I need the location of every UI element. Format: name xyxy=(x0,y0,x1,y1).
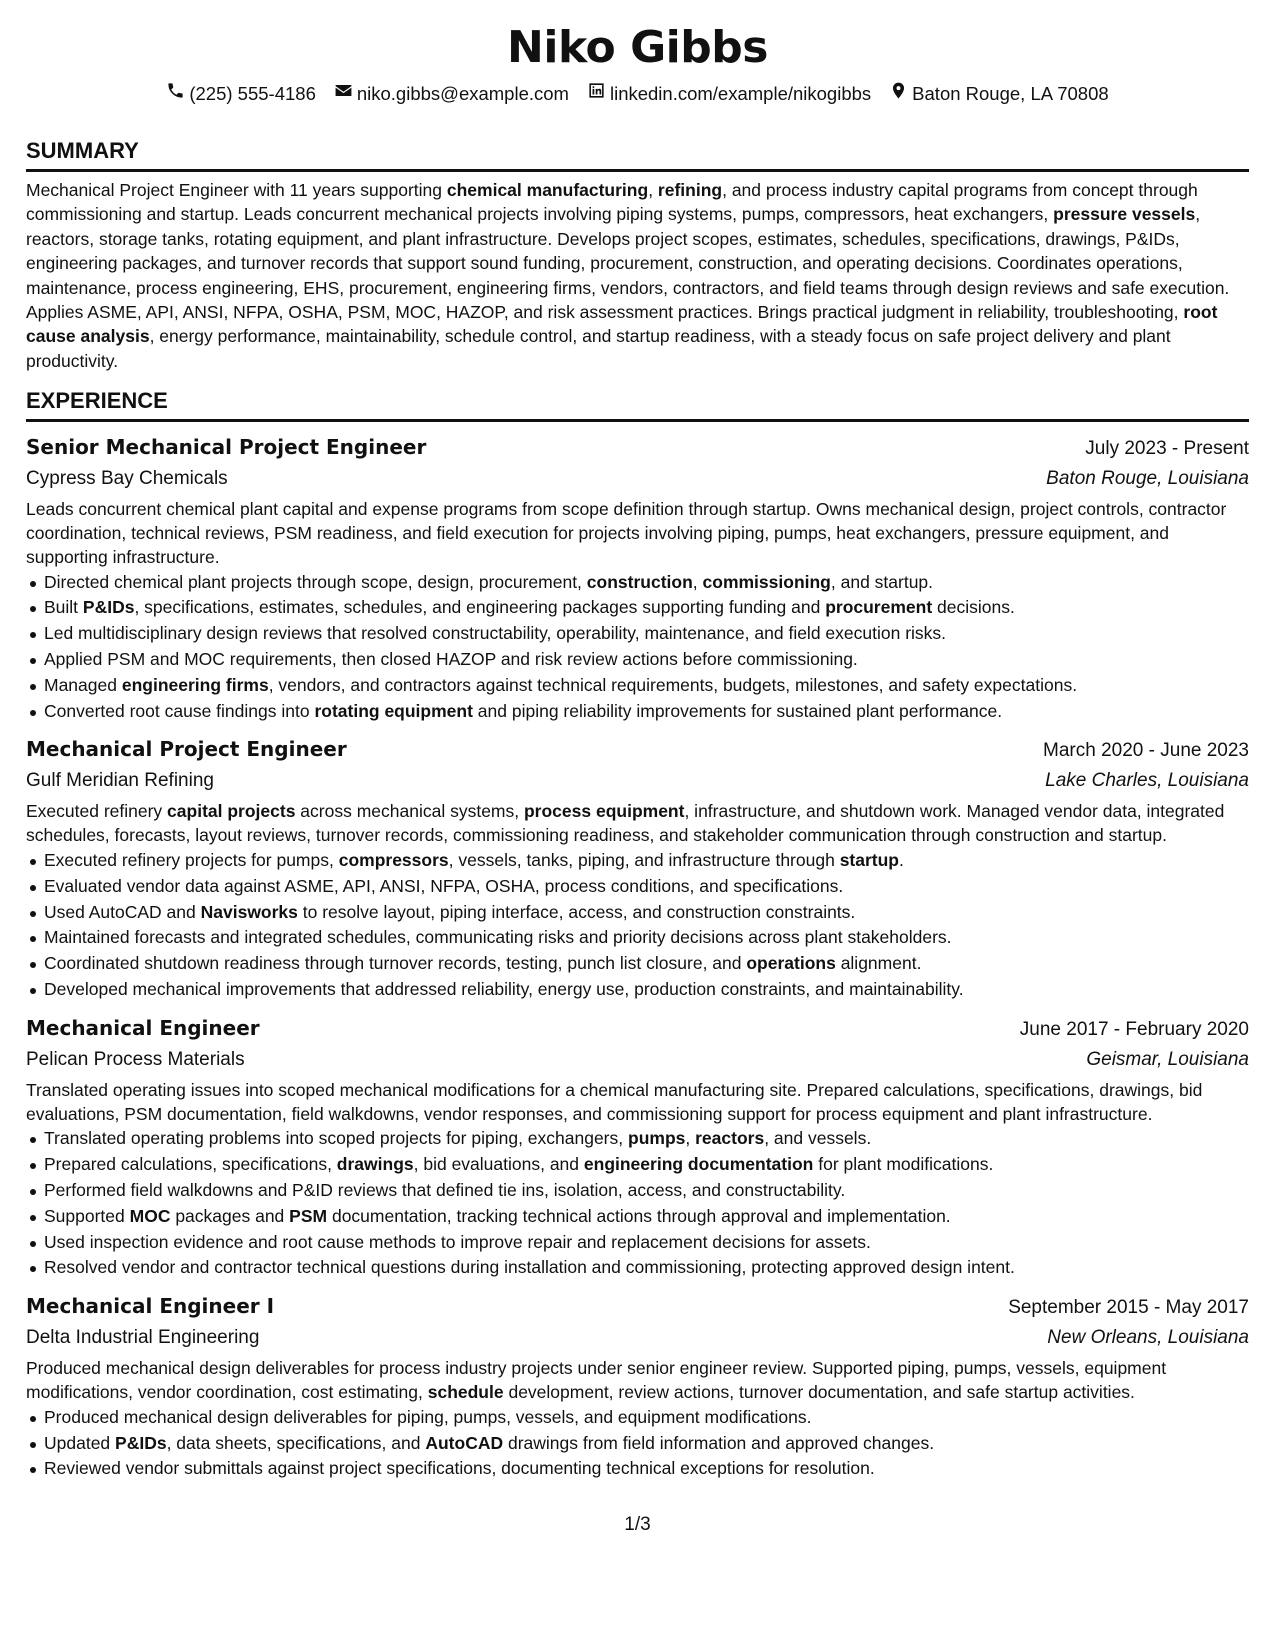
job-header xyxy=(26,734,1249,766)
text-run: . xyxy=(899,850,904,871)
text-run: Translated operating issues into scoped mechanical modifications for a chemical manufacturing site. Prepared calculations, specifications, drawings, bid evaluations, PSM documentation, field walkdowns, vendor responses, and commissioning support for process equipment and plant infrastructure. xyxy=(26,1079,1203,1124)
location-icon xyxy=(889,81,908,106)
job-bullet xyxy=(26,570,1249,596)
job-title: Mechanical Engineer I xyxy=(26,1294,275,1319)
text-run: packages and xyxy=(170,1205,290,1226)
job-bullets xyxy=(26,570,1249,725)
text-run: Led multidisciplinary design reviews that resolved constructability, operability, maintenance, and field execution risks. xyxy=(44,623,947,644)
phone-icon xyxy=(166,81,185,106)
job-bullet xyxy=(26,925,1249,951)
job-bullet xyxy=(26,647,1249,673)
bold-keyword: refining xyxy=(657,180,723,200)
job-bullet xyxy=(26,621,1249,647)
bold-keyword: startup xyxy=(839,850,899,871)
text-run: Mechanical Project Engineer with 11 years supporting xyxy=(26,180,447,200)
job-location: Lake Charles, Louisiana xyxy=(1045,770,1249,792)
text-run: Coordinated shutdown readiness through turnover records, testing, punch list closure, and xyxy=(44,953,747,974)
job-dates: June 2017 - February 2020 xyxy=(1019,1018,1249,1040)
text-run: , energy performance, maintainability, schedule control, and startup readiness, with a steady focus on safe project delivery and plant productivity. xyxy=(26,326,1171,371)
job-bullet xyxy=(26,1456,1249,1482)
bold-keyword: pressure vessels xyxy=(1053,204,1196,225)
job-bullets xyxy=(26,848,1249,1003)
experience-heading: EXPERIENCE xyxy=(26,387,1249,422)
linkedin-icon xyxy=(587,81,606,106)
job-bullet xyxy=(26,874,1249,900)
text-run: Maintained forecasts and integrated schedules, communicating risks and priority decisions across plant stakeholders. xyxy=(44,927,952,948)
text-run: , infrastructure, and shutdown work. Managed vendor data, integrated schedules, forecasts, layout reviews, turnover records, commissioning readiness, and stakeholder communication through construction and startup. xyxy=(26,801,1225,846)
job-company: Gulf Meridian Refining xyxy=(26,770,214,792)
text-run: Evaluated vendor data against ASME, API, ANSI, NFPA, OSHA, process conditions, and specifications. xyxy=(44,875,844,896)
job-subheader xyxy=(26,1045,1249,1075)
email-text[interactable]: niko.gibbs@example.com xyxy=(356,82,569,104)
contact-location xyxy=(889,81,1108,106)
text-run: Prepared calculations, specifications, xyxy=(44,1154,337,1175)
job-subheader xyxy=(26,1323,1249,1353)
text-run: , xyxy=(685,1128,696,1149)
job-company: Cypress Bay Chemicals xyxy=(26,468,228,490)
text-run: decisions. xyxy=(932,597,1015,618)
contact-bar xyxy=(26,81,1249,106)
page-number: 1/3 xyxy=(624,1514,651,1535)
bold-keyword: AutoCAD xyxy=(425,1432,504,1453)
text-run: documentation, tracking technical actions through approval and implementation. xyxy=(327,1205,951,1226)
text-run: Executed refinery xyxy=(26,801,168,822)
text-run: Produced mechanical design deliverables for process industry projects under senior engineer review. Supported piping, pumps, vessels, equipment modifications, vendor coordination, cost estimating, xyxy=(26,1358,1167,1402)
bold-keyword: root cause analysis xyxy=(26,302,1218,347)
job-entry xyxy=(26,1291,1249,1482)
contact-email xyxy=(334,81,569,106)
resume-page xyxy=(26,0,1249,1482)
bold-keyword: drawings xyxy=(336,1154,414,1175)
text-run: , xyxy=(648,180,658,200)
bold-keyword: P&IDs xyxy=(82,597,135,618)
bold-keyword: compressors xyxy=(338,850,449,871)
bold-keyword: commissioning xyxy=(702,571,831,592)
job-header xyxy=(26,1291,1249,1323)
job-bullet xyxy=(26,951,1249,977)
text-run: Updated xyxy=(44,1432,116,1453)
text-run: , and startup. xyxy=(830,571,934,592)
text-run: , and vessels. xyxy=(764,1128,872,1149)
bold-keyword: engineering documentation xyxy=(583,1154,814,1175)
text-run: development, review actions, turnover documentation, and safe startup activities. xyxy=(503,1381,1135,1402)
job-location: New Orleans, Louisiana xyxy=(1047,1327,1249,1349)
job-bullet xyxy=(26,699,1249,725)
job-bullet xyxy=(26,1152,1249,1178)
bold-keyword: pumps xyxy=(628,1128,686,1149)
job-subheader xyxy=(26,766,1249,796)
bold-keyword: Navisworks xyxy=(200,901,298,922)
bold-keyword: procurement xyxy=(825,597,933,618)
job-bullet xyxy=(26,1178,1249,1204)
linkedin-text[interactable]: linkedin.com/example/nikogibbs xyxy=(609,82,872,104)
text-run: , data sheets, specifications, and xyxy=(166,1432,426,1453)
text-run: , reactors, storage tanks, rotating equipment, and plant infrastructure. Develops project scopes, estimates, schedules, specifications, drawings, P&IDs, engineering packages, and turnover records that support sound funding, procurement, construction, and operating decisions. Coordinates operations, maintenance, process engineering, EHS, procurement, engineering firms, vendors, contractors, and field teams through design reviews and safe execution. Applies ASME, API, ANSI, NFPA, OSHA, PSM, MOC, HAZOP, and risk assessment practices. Brings practical judgment in reliability, troubleshooting, xyxy=(26,204,1230,323)
text-run: Developed mechanical improvements that addressed reliability, energy use, production constraints, and maintainability. xyxy=(44,979,964,999)
text-run: Applied PSM and MOC requirements, then closed HAZOP and risk review actions before commissioning. xyxy=(44,649,858,670)
contact-linkedin xyxy=(587,81,871,106)
bold-keyword: capital projects xyxy=(167,801,296,822)
job-bullet xyxy=(26,1126,1249,1152)
bold-keyword: PSM xyxy=(289,1205,328,1226)
job-bullets xyxy=(26,1405,1249,1482)
text-run: Used AutoCAD and xyxy=(44,901,201,922)
text-run: Reviewed vendor submittals against project specifications, documenting technical exceptions for resolution. xyxy=(44,1458,875,1479)
text-run: for plant modifications. xyxy=(813,1154,994,1175)
job-description xyxy=(26,800,1249,848)
job-description xyxy=(26,1079,1249,1127)
job-entry xyxy=(26,432,1249,724)
text-run: Produced mechanical design deliverables for piping, pumps, vessels, and equipment modifications. xyxy=(44,1406,812,1427)
text-run: Managed xyxy=(44,674,122,695)
text-run: , vessels, tanks, piping, and infrastructure through xyxy=(448,850,840,871)
bold-keyword: MOC xyxy=(129,1205,171,1226)
job-bullet xyxy=(26,1255,1249,1281)
location-text: Baton Rouge, LA 70808 xyxy=(912,82,1109,104)
job-location: Geismar, Louisiana xyxy=(1086,1048,1249,1070)
bold-keyword: rotating equipment xyxy=(314,700,473,721)
bold-keyword: reactors xyxy=(695,1128,765,1149)
text-run: alignment. xyxy=(835,953,922,974)
email-icon xyxy=(334,81,353,106)
bold-keyword: engineering firms xyxy=(121,674,269,695)
job-title: Mechanical Engineer xyxy=(26,1015,260,1040)
job-bullet xyxy=(26,1204,1249,1230)
text-run: , xyxy=(692,571,703,592)
job-entry xyxy=(26,734,1249,1002)
bold-keyword: schedule xyxy=(427,1381,504,1402)
bold-keyword: P&IDs xyxy=(115,1432,167,1453)
job-description xyxy=(26,1357,1249,1405)
text-run: , vendors, and contractors against technical requirements, budgets, milestones, and safety expectations. xyxy=(268,674,1078,695)
job-bullet xyxy=(26,848,1249,874)
phone-text[interactable]: (225) 555-4186 xyxy=(189,82,316,104)
job-bullet xyxy=(26,1230,1249,1256)
job-bullet xyxy=(26,900,1249,926)
job-dates: March 2020 - June 2023 xyxy=(1043,740,1249,762)
text-run: Converted root cause findings into xyxy=(44,700,315,721)
text-run: Translated operating problems into scoped projects for piping, exchangers, xyxy=(44,1128,628,1149)
job-entry xyxy=(26,1013,1249,1281)
text-run: Supported xyxy=(44,1205,130,1226)
contact-phone xyxy=(166,81,316,106)
job-bullet xyxy=(26,1431,1249,1457)
job-bullets xyxy=(26,1126,1249,1281)
candidate-name: Niko Gibbs xyxy=(507,22,768,73)
job-description xyxy=(26,498,1249,569)
job-header xyxy=(26,1013,1249,1045)
job-company: Pelican Process Materials xyxy=(26,1048,245,1070)
job-subheader xyxy=(26,464,1249,494)
text-run: , and process industry capital programs from concept through commissioning and startup. Leads concurrent mechanical projects involving piping systems, pumps, compressors, heat exchangers, xyxy=(26,180,1198,225)
summary-text xyxy=(26,178,1249,373)
job-bullet xyxy=(26,595,1249,621)
bold-keyword: process equipment xyxy=(523,801,685,822)
text-run: and piping reliability improvements for sustained plant performance. xyxy=(472,700,1003,721)
job-bullet xyxy=(26,1405,1249,1431)
text-run: Performed field walkdowns and P&ID reviews that defined tie ins, isolation, access, and constructability. xyxy=(44,1179,846,1200)
text-run: drawings from field information and approved changes. xyxy=(503,1432,935,1453)
job-title: Mechanical Project Engineer xyxy=(26,737,347,762)
text-run: Directed chemical plant projects through scope, design, procurement, xyxy=(44,571,587,592)
job-header xyxy=(26,432,1249,464)
bold-keyword: construction xyxy=(586,571,693,592)
bold-keyword: chemical manufacturing xyxy=(446,180,649,200)
text-run: Resolved vendor and contractor technical questions during installation and commissioning, protecting approved design intent. xyxy=(44,1257,1015,1278)
text-run: , specifications, estimates, schedules, and engineering packages supporting funding and xyxy=(134,597,826,618)
job-bullet xyxy=(26,977,1249,1003)
text-run: to resolve layout, piping interface, access, and construction constraints. xyxy=(297,901,856,922)
text-run: Built xyxy=(44,597,83,618)
job-dates: July 2023 - Present xyxy=(1085,438,1249,460)
job-dates: September 2015 - May 2017 xyxy=(1008,1297,1249,1319)
summary-heading: SUMMARY xyxy=(26,137,1249,172)
bold-keyword: operations xyxy=(746,953,836,974)
experience-list xyxy=(26,432,1249,1482)
job-bullet xyxy=(26,673,1249,699)
job-company: Delta Industrial Engineering xyxy=(26,1327,260,1349)
text-run: Used inspection evidence and root cause methods to improve repair and replacement decisions for assets. xyxy=(44,1231,871,1252)
text-run: , bid evaluations, and xyxy=(413,1154,584,1175)
text-run: Executed refinery projects for pumps, xyxy=(44,850,339,871)
text-run: across mechanical systems, xyxy=(295,801,524,822)
job-location: Baton Rouge, Louisiana xyxy=(1046,468,1249,490)
job-title: Senior Mechanical Project Engineer xyxy=(26,435,427,460)
text-run: Leads concurrent chemical plant capital and expense programs from scope definition through startup. Owns mechanical design, project controls, contractor coordination, technical reviews, PSM readiness, and field execution for projects involving piping, pumps, heat exchangers, pressure equipment, and supporting infrastructure. xyxy=(26,499,1227,567)
